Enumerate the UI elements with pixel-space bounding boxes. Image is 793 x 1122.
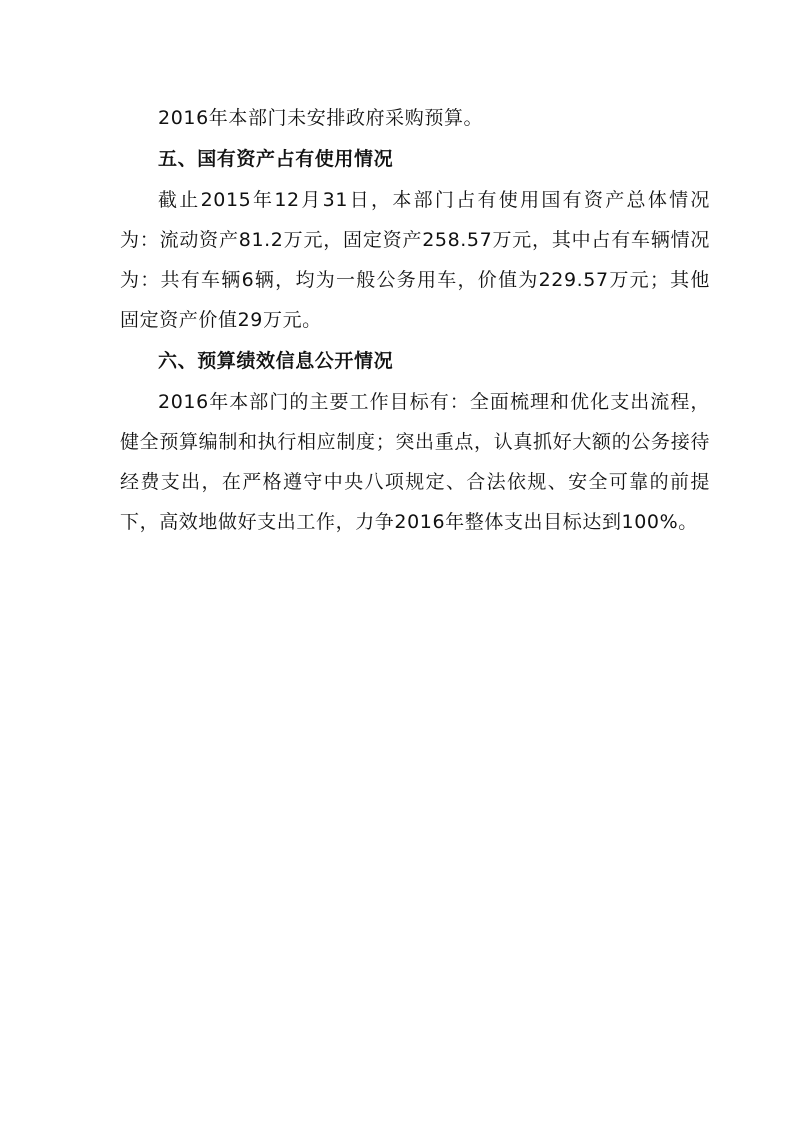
section-six-heading: 六、预算绩效信息公开情况 bbox=[158, 350, 394, 372]
procurement-budget-paragraph: 2016年本部门未安排政府采购预算。 bbox=[158, 107, 484, 129]
performance-info-paragraph: 2016年本部门的主要工作目标有：全面梳理和优化支出流程，健全预算编制和执行相应制度；突出重点，认真抓好大额的公务接待经费支出，在严格遵守中央八项规定、合法依规、安全可靠的前提下，高效地做好支出工作，力争2016年整体支出目标达到100%。 bbox=[120, 391, 710, 533]
section-five-heading: 五、国有资产占有使用情况 bbox=[158, 148, 394, 170]
state-assets-paragraph: 截止2015年12月31日，本部门占有使用国有资产总体情况为：流动资产81.2万元，固定资产258.57万元，其中占有车辆情况为：共有车辆6辆，均为一般公务用车，价值为229.57万元；其他固定资产价值29万元。 bbox=[120, 189, 710, 331]
document-content bbox=[120, 98, 710, 542]
